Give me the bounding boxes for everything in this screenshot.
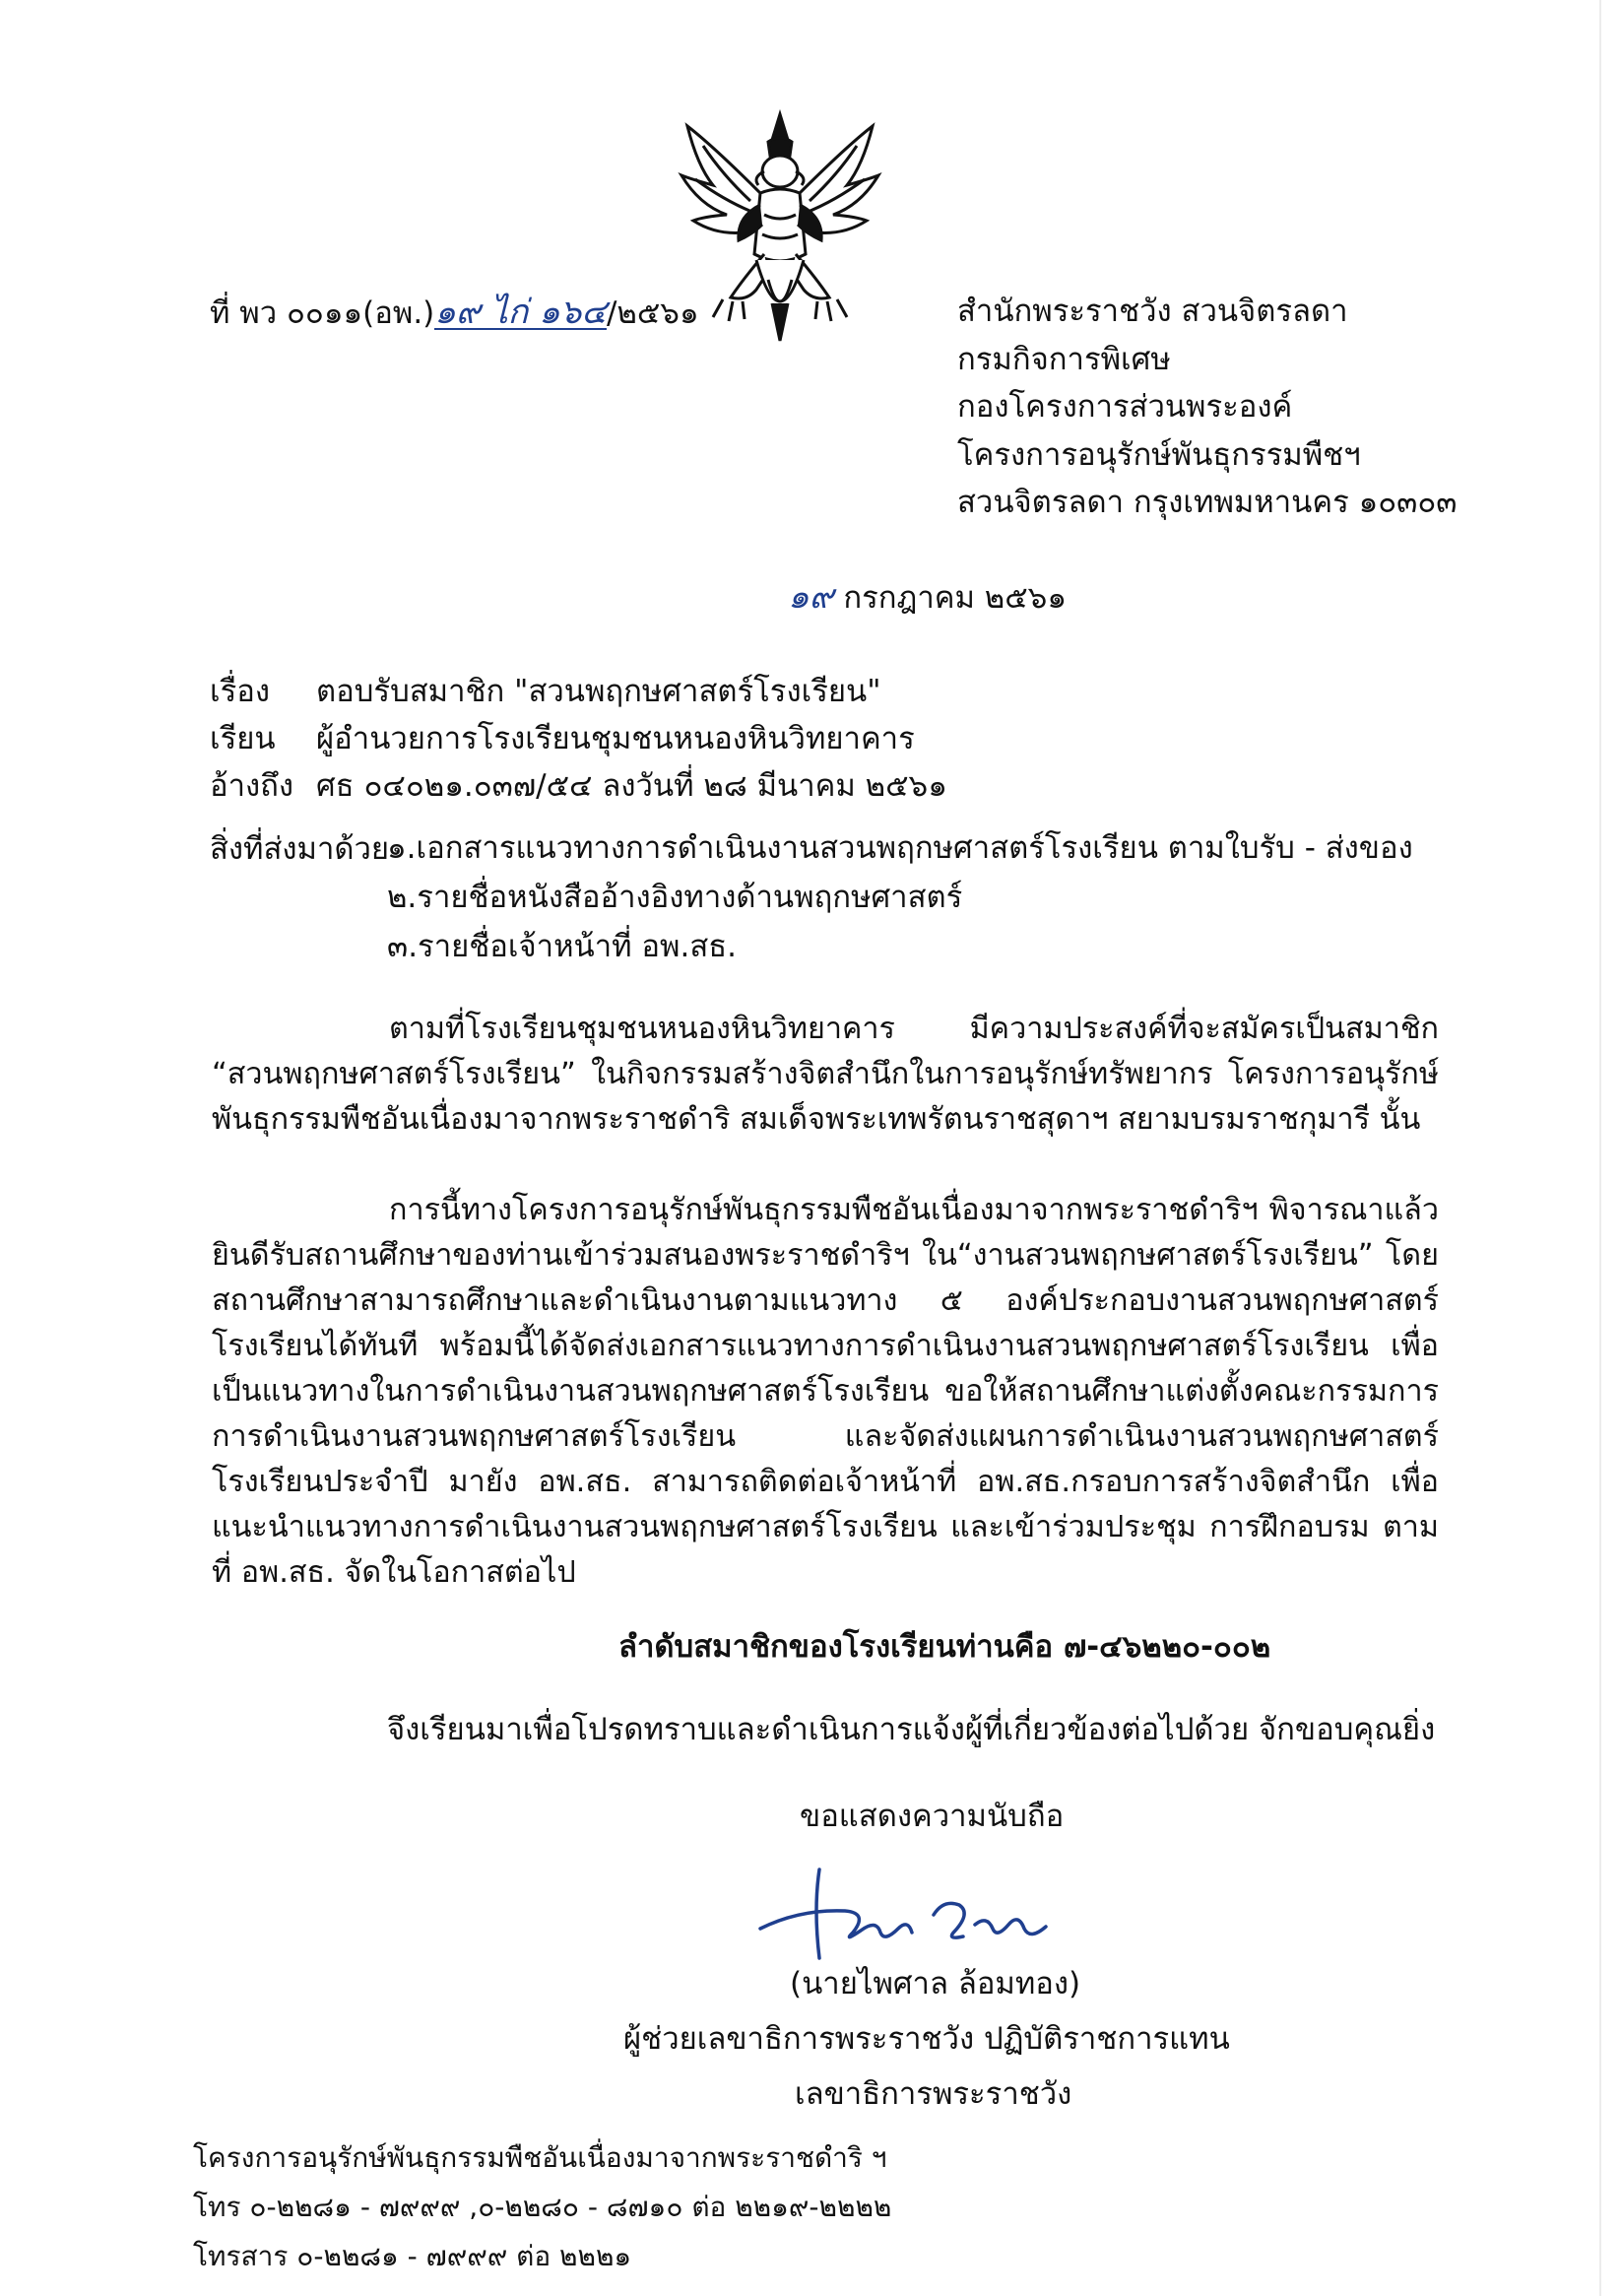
- sender-line: สวนจิตรลดา กรุงเทพมหานคร ๑๐๓๐๓: [957, 485, 1458, 520]
- enclosure-item: ๑.เอกสารแนวทางการดำเนินงานสวนพฤกษศาสตร์โรงเรียน ตามใบรับ - ส่งของ: [387, 830, 1413, 866]
- garuda-emblem-icon: [674, 106, 886, 349]
- letter-date: [788, 569, 1067, 623]
- reference-handwritten: ๑๙ ไก่ ๑๖๔: [434, 293, 607, 332]
- recipient-text: ผู้อำนวยการโรงเรียนชุมชนหนองหินวิทยาคาร: [316, 721, 915, 756]
- enclosure-list: [387, 823, 1413, 971]
- signer-position-2: เลขาธิการพระราชวัง: [795, 2076, 1072, 2112]
- footer-phone: โทร ๐-๒๒๘๑ - ๗๙๙๙ ,๐-๒๒๘๐ - ๘๗๑๐ ต่อ ๒๒๑๙-๒๒๒๒: [193, 2191, 892, 2223]
- sender-line: กองโครงการส่วนพระองค์: [957, 389, 1293, 425]
- paragraph-text: ตามที่โรงเรียนชุมชนหนองหินวิทยาคาร มีความประสงค์ที่จะสมัครเป็นสมาชิก “สวนพฤกษศาสตร์โรงเรียน” ในกิจกรรมสร้างจิตสำนึกในการอนุรักษ์ทรัพยากร โครงการอนุรักษ์พันธุกรรมพืชอันเนื่องมาจากพระราชดำริ สมเด็จพระเทพรัตนราชสุดาฯ สยามบรมราชกุมารี นั้น: [212, 1012, 1439, 1137]
- reference-prefix: ที่ พว ๐๐๑๑(อพ.): [210, 295, 435, 331]
- enclosure-label: สิ่งที่ส่งมาด้วย: [210, 831, 390, 867]
- signer-name: (นายไพศาล ล้อมทอง): [790, 1966, 1081, 2001]
- member-number: ลำดับสมาชิกของโรงเรียนท่านคือ ๗-๔๖๒๒๐-๐๐๒: [618, 1629, 1271, 1665]
- footer-fax: โทรสาร ๐-๒๒๘๑ - ๗๙๙๙ ต่อ ๒๒๒๑: [193, 2240, 632, 2272]
- reference-number: [210, 288, 699, 337]
- sender-line: โครงการอนุรักษ์พันธุกรรมพืชฯ: [957, 436, 1361, 473]
- subject-label: เรื่อง: [210, 674, 271, 709]
- footer-org: โครงการอนุรักษ์พันธุกรรมพืชอันเนื่องมาจากพระราชดำริ ฯ: [193, 2141, 887, 2174]
- body-paragraph-1: [212, 1007, 1439, 1143]
- signer-position: ผู้ช่วยเลขาธิการพระราชวัง ปฏิบัติราชการแทน: [623, 2021, 1230, 2057]
- paragraph-text: การนี้ทางโครงการอนุรักษ์พันธุกรรมพืชอันเนื่องมาจากพระราชดำริฯ พิจารณาแล้ว ยินดีรับสถานศึกษาของท่านเข้าร่วมสนองพระราชดำริฯ ใน“งานสวนพฤกษศาสตร์โรงเรียน” โดยสถานศึกษาสามารถศึกษาและดำเนินงานตามแนวทาง ๕ องค์ประกอบงานสวนพฤกษศาสตร์โรงเรียนได้ทันที พร้อมนี้ได้จัดส่งเอกสารแนวทางการดำเนินงานสวนพฤกษศาสตร์โรงเรียน เพื่อเป็นแนวทางในการดำเนินงานสวนพฤกษศาสตร์โรงเรียน ขอให้สถานศึกษาแต่งตั้งคณะกรรมการการดำเนินงานสวนพฤกษศาสตร์โรงเรียน และจัดส่งแผนการดำเนินงานสวนพฤกษศาสตร์โรงเรียนประจำปี มายัง อพ.สธ. สามารถติดต่อเจ้าหน้าที่ อพ.สธ.กรอบการสร้างจิตสำนึก เพื่อแนะนำแนวทางการดำเนินงานสวนพฤกษศาสตร์โรงเรียน และเข้าร่วมประชุม การฝึกอบรม ตามที่ อพ.สธ. จัดในโอกาสต่อไป: [212, 1193, 1439, 1590]
- subject-text: ตอบรับสมาชิก "สวนพฤกษศาสตร์โรงเรียน": [316, 674, 881, 709]
- reference-text: ศธ ๐๔๐๒๑.๐๓๗/๕๔ ลงวันที่ ๒๘ มีนาคม ๒๕๖๑: [316, 768, 947, 804]
- sender-address: [957, 288, 1458, 527]
- reference-suffix: /๒๕๖๑: [606, 295, 699, 331]
- sender-line: กรมกิจการพิเศษ: [957, 341, 1171, 377]
- regards: ขอแสดงความนับถือ: [800, 1799, 1065, 1834]
- enclosure-item: ๓.รายชื่อเจ้าหน้าที่ อพ.สธ.: [387, 929, 738, 964]
- body-paragraph-2: [212, 1188, 1439, 1596]
- sender-line: สำนักพระราชวัง สวนจิตรลดา: [957, 294, 1348, 329]
- reference-label: อ้างถึง: [210, 768, 294, 804]
- closing-line: จึงเรียนมาเพื่อโปรดทราบและดำเนินการแจ้งผู้ที่เกี่ยวข้องต่อไปด้วย จักขอบคุณยิ่ง: [387, 1712, 1436, 1747]
- enclosure-item: ๒.รายชื่อหนังสืออ้างอิงทางด้านพฤกษศาสตร์: [387, 880, 963, 915]
- handwritten-signature-icon: [750, 1860, 1085, 1970]
- date-text: กรกฎาคม ๒๕๖๑: [843, 580, 1068, 616]
- footer-contact: [193, 2133, 891, 2281]
- recipient-label: เรียน: [210, 721, 276, 756]
- page-edge-rule: [1599, 0, 1601, 2296]
- date-handwritten: ๑๙: [788, 577, 834, 617]
